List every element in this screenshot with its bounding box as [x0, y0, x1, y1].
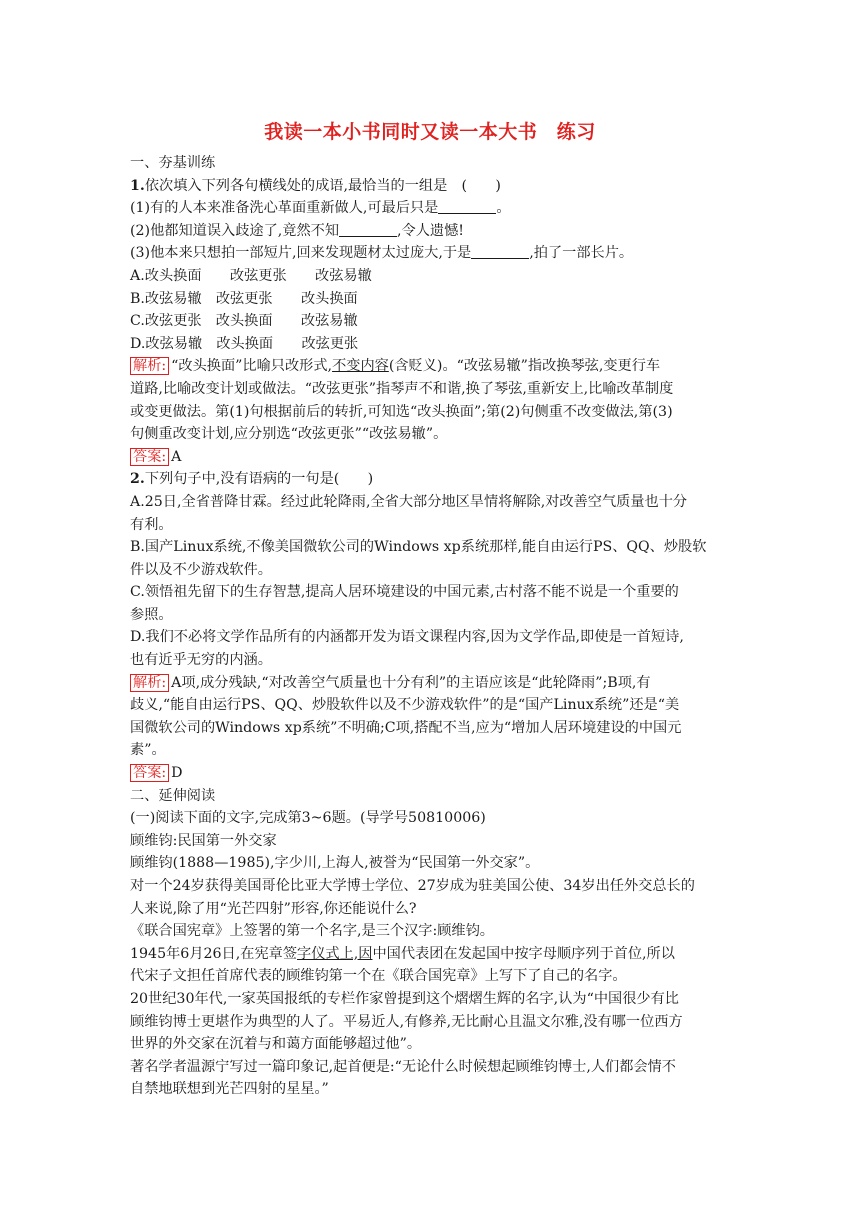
q2-option-c-line-1: C.领悟祖先留下的生存智慧,提高人居环境建设的中国元素,古村落不能不说是一个重要的	[130, 584, 679, 601]
q1-analysis-line-4: 句侧重改变计划,应分别选“改弦更张”“改弦易辙”。	[130, 426, 448, 443]
reading-paragraph: 20世纪30年代,一家英国报纸的专栏作家曾提到这个熠熠生辉的名字,认为“中国很少有比	[130, 990, 679, 1007]
answer-tag: 答案:	[130, 448, 169, 466]
analysis-text: “改头换面”比喻只改形式,	[171, 358, 333, 375]
question-text: 下列句子中,没有语病的一句是( )	[144, 471, 374, 488]
question-number: 2.	[130, 471, 145, 488]
analysis-text: A项,成分残缺,“对改善空气质量也十分有利”的主语应该是“此轮降雨”;B项,有	[171, 674, 651, 691]
analysis-tag: 解析:	[130, 357, 169, 375]
reading-paragraph	[130, 943, 730, 966]
q1-sentence-1	[130, 197, 730, 220]
q1-analysis-line-3: 或变更做法。第(1)句根据前后的转折,可知选“改头换面”;第(2)句侧重不改变做法,第(3)	[130, 403, 673, 420]
sentence-text: ,令人遗憾!	[397, 222, 465, 239]
reading-paragraph: 《联合国宪章》上签署的第一个名字,是三个汉字:顾维钧。	[130, 923, 494, 940]
q1-option-b: B.改弦易辙 改弦更张 改头换面	[130, 290, 358, 307]
question-2-stem	[130, 468, 730, 491]
analysis-tag: 解析:	[130, 674, 169, 692]
q2-analysis-line-4: 素”。	[130, 742, 166, 759]
q2-option-d-line-1: D.我们不必将文学作品所有的内涵都开发为语文课程内容,因为文学作品,即使是一首短诗,	[130, 629, 684, 646]
q1-sentence-2	[130, 220, 730, 243]
q2-option-a-line-2: 有利。	[130, 516, 173, 533]
q2-option-a-line-1: A.25日,全省普降甘霖。经过此轮降雨,全省大部分地区旱情将解除,对改善空气质量也十分	[130, 493, 688, 510]
answer-blank	[471, 244, 529, 259]
reading-paragraph: 对一个24岁获得美国哥伦比亚大学博士学位、27岁成为驻美国公使、34岁出任外交总长的	[130, 878, 695, 894]
answer-value: A	[171, 448, 182, 465]
q2-answer	[130, 762, 730, 785]
answer-tag: 答案:	[130, 764, 169, 782]
question-1-stem	[130, 175, 730, 198]
q1-option-c: C.改弦更张 改头换面 改弦易辙	[130, 313, 358, 330]
sentence-text: 。	[496, 200, 511, 217]
q2-option-b-line-1: B.国产Linux系统,不像美国微软公司的Windows xp系统那样,能自由运行PS、QQ、炒股软	[130, 539, 707, 556]
reading-paragraph: 人来说,除了用“光芒四射”形容,你还能说什么?	[130, 900, 417, 917]
q1-analysis-line-1	[130, 355, 730, 378]
sentence-text: ,拍了一部长片。	[529, 245, 634, 262]
q2-analysis-line-1	[130, 672, 730, 695]
q2-analysis-line-3: 国微软公司的Windows xp系统”不明确;C项,搭配不当,应为“增加人居环境建设的中国元	[130, 719, 682, 736]
reading-paragraph: 顾维钧博士更堪作为典型的人了。平易近人,有修养,无比耐心且温文尔雅,没有哪一位西方	[130, 1013, 683, 1030]
reading-paragraph: 世界的外交家在沉着与和蔼方面能够超过他”。	[130, 1036, 422, 1053]
analysis-text: (含贬义)。“改弦易辙”指改换琴弦,变更行车	[388, 358, 661, 375]
q2-analysis-line-2: 歧义,“能自由运行PS、QQ、炒股软件以及不少游戏软件”的是“国产Linux系统”还是“美	[130, 697, 680, 714]
section-heading: 二、延伸阅读	[130, 787, 216, 804]
answer-blank	[438, 199, 496, 214]
sentence-text: (2)他都知道误入歧途了,竟然不知	[130, 222, 340, 239]
reading-paragraph: 自禁地联想到光芒四射的星星。”	[130, 1081, 329, 1098]
q1-option-d: D.改弦易辙 改头换面 改弦更张	[130, 335, 359, 352]
question-number: 1.	[130, 177, 145, 194]
reading-paragraph: 代宋子文担任首席代表的顾维钧第一个在《联合国宪章》上写下了自己的名字。	[130, 968, 627, 985]
sentence-text: (3)他本来只想拍一部短片,回来发现题材太过庞大,于是	[130, 245, 472, 262]
q1-answer	[130, 446, 730, 469]
paragraph-text: 字仪式上,因	[297, 945, 373, 962]
paragraph-text: 中国代表团在发起国中按字母顺序列于首位,所以	[372, 945, 675, 962]
q2-option-c-line-2: 参照。	[130, 606, 173, 623]
document-body	[130, 152, 730, 1101]
reading-paragraph: 顾维钧(1888—1985),字少川,上海人,被誉为“民国第一外交家”。	[130, 855, 540, 872]
reading-paragraph: 著名学者温源宁写过一篇印象记,起首便是:“无论什么时候想起顾维钧博士,人们都会情不	[130, 1058, 676, 1075]
q2-option-d-line-2: 也有近乎无穷的内涵。	[130, 652, 272, 669]
analysis-text: 不变内容	[332, 358, 389, 375]
q1-option-a: A.改头换面 改弦更张 改弦易辙	[130, 267, 372, 284]
reading-intro: (一)阅读下面的文字,完成第3~6题。(导学号50810006)	[130, 810, 486, 827]
answer-value: D	[171, 765, 183, 782]
reading-heading: 顾维钧:民国第一外交家	[130, 832, 277, 849]
section-heading: 一、夯基训练	[130, 155, 216, 171]
q2-option-b-line-2: 件以及不少游戏软件。	[130, 561, 272, 578]
page-title: 我读一本小书同时又读一本大书 练习	[264, 121, 596, 143]
answer-blank	[339, 222, 397, 237]
paragraph-text: 1945年6月26日,在宪章签	[130, 945, 298, 962]
q1-analysis-line-2: 道路,比喻改变计划或做法。“改弦更张”指琴声不和谐,换了琴弦,重新安上,比喻改革制度	[130, 380, 674, 397]
sentence-text: (1)有的人本来准备洗心革面重新做人,可最后只是	[130, 200, 439, 217]
question-text: 依次填入下列各句横线处的成语,最恰当的一组是 ( )	[144, 177, 501, 194]
q1-sentence-3	[130, 242, 730, 265]
